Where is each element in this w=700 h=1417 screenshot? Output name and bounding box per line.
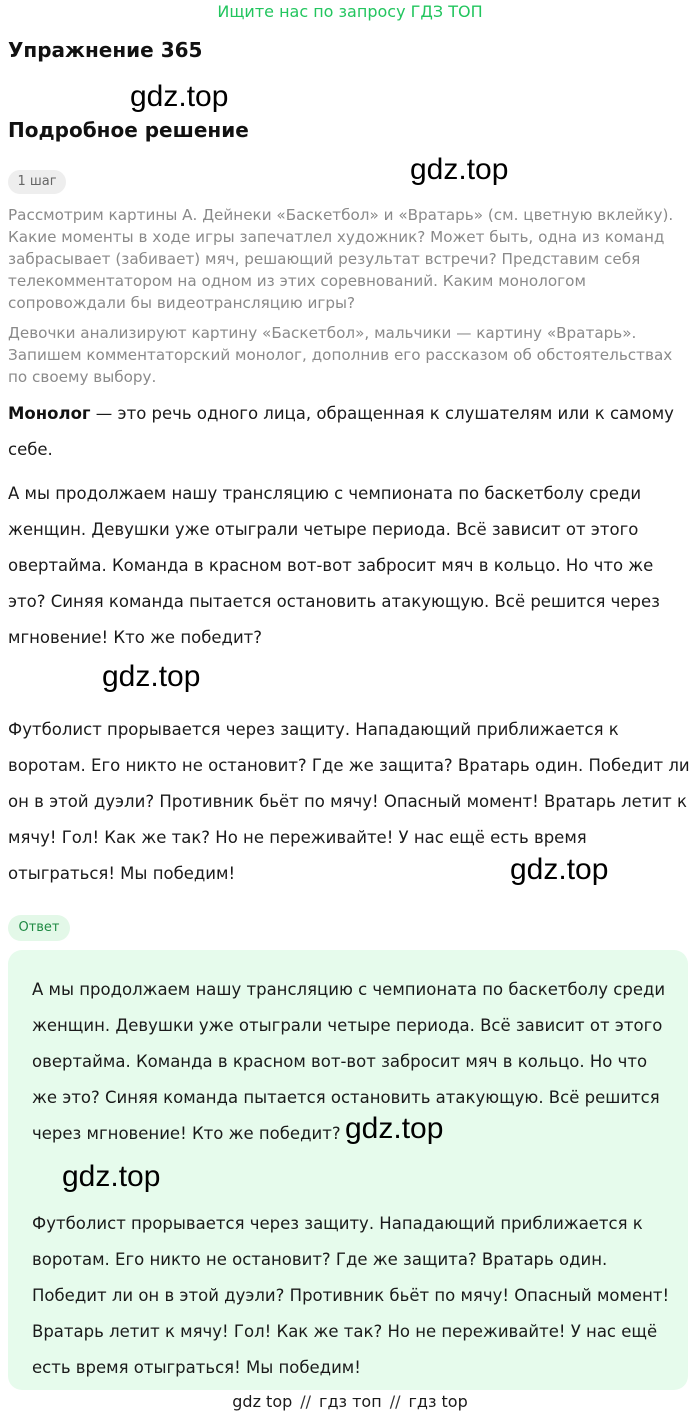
definition-term: Монолог [8, 404, 91, 423]
footer-separator: // [389, 1392, 401, 1411]
footer-link-gdz-top[interactable]: gdz top [232, 1392, 293, 1411]
definition-text: — это речь одного лица, обращенная к слушателям или к самому себе. [8, 404, 674, 459]
solution-paragraph-2: Футболист прорывается через защиту. Нападающий приближается к воротам. Его никто не остановит? Где же защита? Вратарь один. Победит ли он в этой дуэли? Противник бьёт по мячу! Опасный момент! Вратарь летит к мячу! Гол! Как же так? Но не переживайте! У нас ещё есть время отыграться! Мы победим! [8, 720, 690, 883]
solution-paragraph-1: А мы продолжаем нашу трансляцию с чемпионата по баскетболу среди женщин. Девушки уже отыграли четыре периода. Всё зависит от этого овертайма. Команда в красном вот-вот забросит мяч в кольцо. Но что же это? Синяя команда пытается остановить атакующую. Всё решится через мгновение! Кто же победит? [8, 484, 660, 647]
footer-link-gdz-top-mixed[interactable]: гдз top [408, 1392, 468, 1411]
answer-badge: Ответ [8, 915, 70, 941]
definition-paragraph [8, 396, 692, 468]
watermark: gdz.top [130, 80, 229, 113]
task-paragraph-2: Девочки анализируют картину «Баскетбол», мальчики — картину «Вратарь». Запишем комментаторский монолог, дополнив его рассказом об обстоятельствах по своему выбору. [8, 324, 673, 386]
page-title: Упражнение 365 [8, 38, 203, 62]
answer-paragraph-2: Футболист прорывается через защиту. Нападающий приближается к воротам. Его никто не остановит? Где же защита? Вратарь один. Победит ли он в этой дуэли? Противник бьёт по мячу! Опасный момент! Вратарь летит к мячу! Гол! Как же так? Но не переживайте! У нас ещё есть время отыграться! Мы победим! [32, 1214, 670, 1377]
footer-separator: // [300, 1392, 312, 1411]
watermark: gdz.top [510, 853, 609, 886]
watermark: gdz.top [102, 660, 201, 693]
answer-paragraph-1: А мы продолжаем нашу трансляцию с чемпионата по баскетболу среди женщин. Девушки уже отыграли четыре периода. Всё зависит от этого овертайма. Команда в красном вот-вот забросит мяч в кольцо. Но что же это? Синяя команда пытается остановить атакующую. Всё решится через мгновение! Кто же победит? [32, 980, 666, 1143]
search-banner: Ищите нас по запросу ГДЗ ТОП [217, 2, 483, 21]
step-badge: 1 шаг [8, 170, 66, 194]
task-paragraph: Рассмотрим картины А. Дейнеки «Баскетбол» и «Вратарь» (см. цветную вклейку). Какие моменты в ходе игры запечатлел художник? Может быть, одна из команд забрасывает (забивает) мяч, решающий результат встречи? Представим себя телекомментатором на одном из этих соревнований. Каким монологом сопровождали бы видеотрансляцию игры? [8, 206, 674, 312]
watermark: gdz.top [410, 153, 509, 186]
footer-link-gdz-top-ru[interactable]: гдз топ [319, 1392, 382, 1411]
watermark: gdz.top [62, 1160, 161, 1193]
section-title: Подробное решение [8, 118, 249, 142]
watermark: gdz.top [345, 1112, 444, 1145]
footer-links [0, 1392, 700, 1411]
